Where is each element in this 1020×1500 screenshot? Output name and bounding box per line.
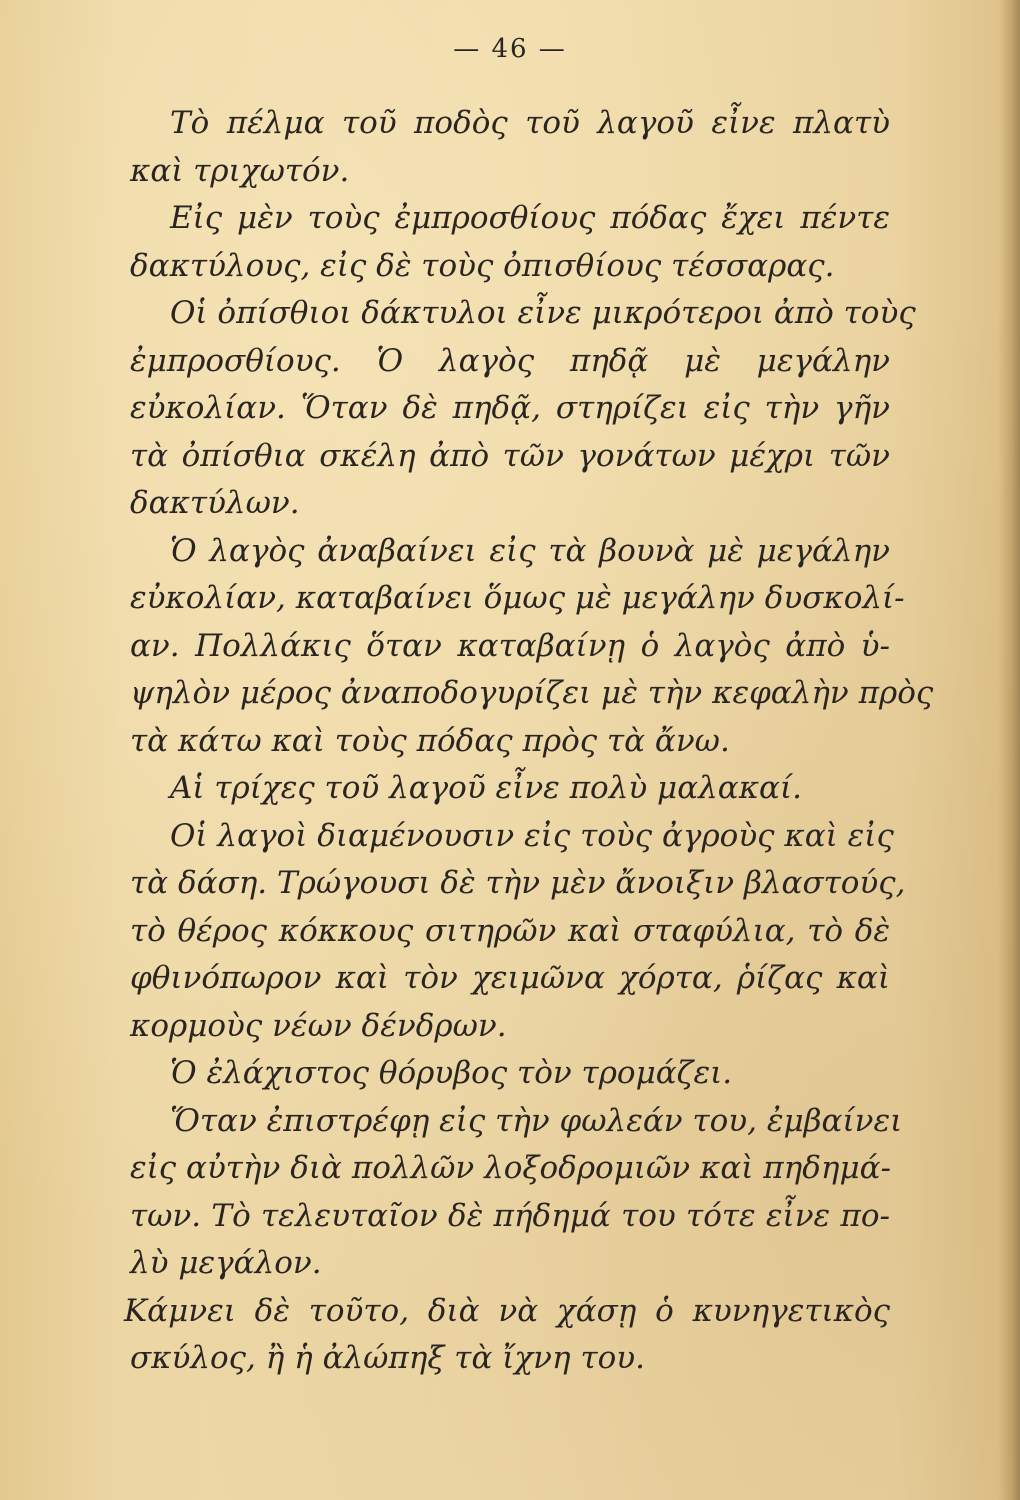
text-line: των. Τὸ τελευταῖον δὲ πήδημά του τότε εἶνε πο- <box>130 1197 890 1234</box>
text-line: Ὁ ἐλάχιστος θόρυβος τὸν τρομάζει. <box>170 1055 733 1091</box>
text-line: τὰ ὀπίσθια σκέλη ἀπὸ τῶν γονάτων μέχρι τῶν <box>130 437 890 474</box>
text-line: Οἱ λαγοὶ διαμένουσιν εἰς τοὺς ἀγροὺς καὶ εἰς <box>170 817 894 854</box>
text-line: δακτύλους, εἰς δὲ τοὺς ὀπισθίους τέσσαρας. <box>130 247 835 284</box>
text-line: τὸ θέρος κόκκους σιτηρῶν καὶ σταφύλια, τὸ δὲ <box>130 912 890 949</box>
text-line: Αἱ τρίχες τοῦ λαγοῦ εἶνε πολὺ μαλακαί. <box>170 770 802 806</box>
text-line: τὰ κάτω καὶ τοὺς πόδας πρὸς τὰ ἄνω. <box>130 722 730 759</box>
text-line: λὺ μεγάλον. <box>130 1245 322 1281</box>
text-line: Τὸ πέλμα τοῦ ποδὸς τοῦ λαγοῦ εἶνε πλατὺ <box>170 105 890 141</box>
text-line: ψηλὸν μέρος ἀναποδογυρίζει μὲ τὴν κεφαλὴν πρὸς <box>130 675 934 711</box>
text-line: δακτύλων. <box>130 485 300 521</box>
text-line: ἐμπροσθίους. Ὁ λαγὸς πηδᾷ μὲ μεγάλην <box>130 342 890 379</box>
text-line: Κάμνει δὲ τοῦτο, διὰ νὰ χάσῃ ὁ κυνηγετικὸς <box>124 1292 890 1329</box>
text-line: φθινόπωρον καὶ τὸν χειμῶνα χόρτα, ῥίζας καὶ <box>130 960 890 996</box>
text-line: Οἱ ὀπίσθιοι δάκτυλοι εἶνε μικρότεροι ἀπὸ τοὺς <box>170 295 916 331</box>
page-edge-shadow <box>998 0 1020 1500</box>
text-line: Ὁ λαγὸς ἀναβαίνει εἰς τὰ βουνὰ μὲ μεγάλην <box>170 532 890 569</box>
text-line: εἰς αὐτὴν διὰ πολλῶν λοξοδρομιῶν καὶ πηδημά- <box>130 1150 892 1186</box>
text-line: τὰ δάση. Τρώγουσι δὲ τὴν μὲν ἄνοιξιν βλαστούς, <box>130 865 906 901</box>
text-line: σκύλος, ἢ ἡ ἀλώπηξ τὰ ἴχνη του. <box>130 1340 645 1376</box>
text-line: κορμοὺς νέων δένδρων. <box>130 1007 507 1044</box>
text-line: εὐκολίαν, καταβαίνει ὅμως μὲ μεγάλην δυσκολί- <box>130 580 905 616</box>
text-line: αν. Πολλάκις ὅταν καταβαίνῃ ὁ λαγὸς ἀπὸ ὑ- <box>130 627 890 664</box>
page-number: — 46 — <box>453 34 567 64</box>
text-line: Εἰς μὲν τοὺς ἐμπροσθίους πόδας ἔχει πέντε <box>170 200 890 236</box>
text-line: εὐκολίαν. Ὅταν δὲ πηδᾷ, στηρίζει εἰς τὴν γῆν <box>130 390 890 426</box>
body-text <box>124 100 934 1383</box>
text-line: καὶ τριχωτόν. <box>130 152 350 189</box>
text-line: Ὅταν ἐπιστρέφῃ εἰς τὴν φωλεάν του, ἐμβαίνει <box>170 1102 903 1139</box>
